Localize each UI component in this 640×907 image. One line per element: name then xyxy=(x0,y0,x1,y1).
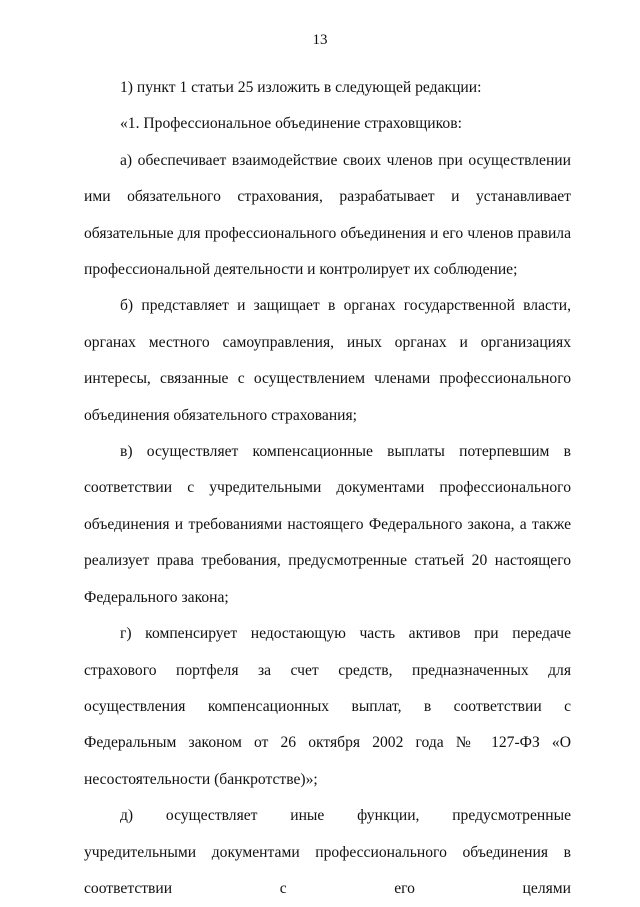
paragraph-item-v: в) осуществляет компенсационные выплаты потерпевшим в соответствии с учредительными документами профессионального объединения и требованиями настоящего Федерального закона, а также реализует права требования, предусмотренные статьей 20 настоящего Федерального закона; xyxy=(84,443,571,606)
page-number: 13 xyxy=(312,32,328,48)
paragraph-clause-heading: «1. Профессиональное объединение страховщиков: xyxy=(120,115,462,133)
paragraph-item-d: д) осуществляет иные функции, предусмотренные учредительными документами профессионального объединения в соответствии с его целями xyxy=(84,807,571,897)
paragraph-item-b: б) представляет и защищает в органах государственной власти, органах местного самоуправления, иных органах и организациях интересы, связанные с осуществлением членами профессионального объединения обязательного страхования; xyxy=(84,297,571,424)
paragraph-item-g: г) компенсирует недостающую часть активов при передаче страхового портфеля за счет средств, предназначенных для осуществления компенсационных выплат, в соответствии с Федеральным законом от 26 октября 2002 года № 127-ФЗ «О несостоятельности (банкротстве)»; xyxy=(84,625,571,788)
paragraph-item-a: а) обеспечивает взаимодействие своих членов при осуществлении ими обязательного страхования, разрабатывает и устанавливает обязательные для профессионального объединения и его членов правила профессиональной деятельности и контролирует их соблюдение; xyxy=(84,151,571,279)
document-body xyxy=(84,70,571,907)
paragraph-amendment-intro: 1) пункт 1 статьи 25 изложить в следующей редакции: xyxy=(120,79,482,96)
